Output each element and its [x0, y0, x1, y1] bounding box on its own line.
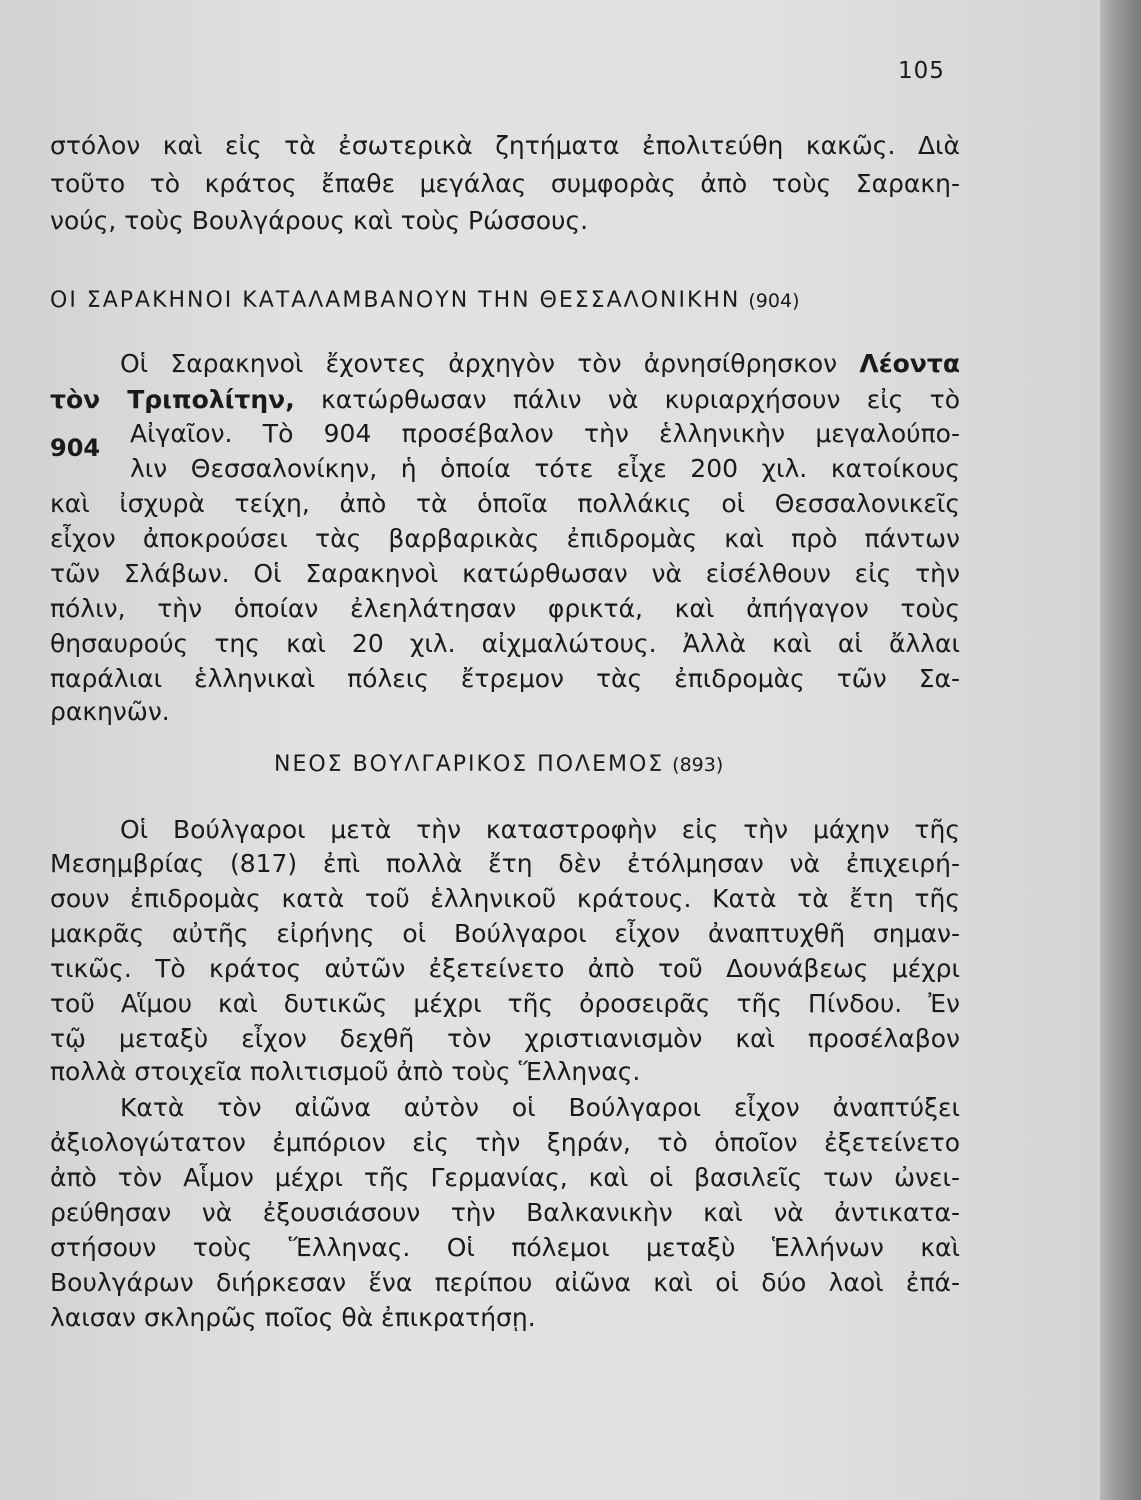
body-line: τικῶς. Τὸ κράτος αὐτῶν ἐξετείνετο ἀπὸ τοῦ Δουνάβεως μέχρι: [50, 954, 960, 983]
intro-line: στόλον καὶ εἰς τὰ ἐσωτερικὰ ζητήματα ἐπολιτεύθη κακῶς. Διὰ: [50, 131, 960, 160]
body-line: σουν ἐπιδρομὰς κατὰ τοῦ ἑλληνικοῦ κράτους. Κατὰ τὰ ἔτη τῆς: [50, 884, 960, 913]
section-heading-saracens: [50, 288, 799, 313]
body-line: [120, 346, 960, 382]
body-line: [50, 382, 960, 418]
body-line: μακρᾶς αὐτῆς εἰρήνης οἱ Βούλγαροι εἶχον ἀναπτυχθῆ σημαν-: [50, 919, 960, 948]
body-line: πολλὰ στοιχεῖα πολιτισμοῦ ἀπὸ τοὺς Ἕλληνας.: [50, 1057, 641, 1086]
body-line: Μεσημβρίας (817) ἐπὶ πολλὰ ἔτη δὲν ἐτόλμησαν νὰ ἐπιχειρή-: [50, 849, 960, 878]
body-line: Οἱ Βούλγαροι μετὰ τὴν καταστροφὴν εἰς τὴν μάχην τῆς: [120, 815, 960, 844]
body-line: εἶχον ἀποκρούσει τὰς βαρβαρικὰς ἐπιδρομὰς καὶ πρὸ πάντων: [50, 524, 960, 553]
body-line: λαισαν σκληρῶς ποῖος θὰ ἐπικρατήσῃ.: [50, 1303, 536, 1332]
body-line: καὶ ἰσχυρὰ τείχη, ἀπὸ τὰ ὁποῖα πολλάκις οἱ Θεσσαλονικεῖς: [50, 489, 960, 518]
line-text: Οἱ Σαρακηνοὶ ἔχοντες ἀρχηγὸν τὸν ἀρνησίθρησκον: [120, 349, 860, 378]
body-line: ἀπὸ τὸν Αἷμον μέχρι τῆς Γερμανίας, καὶ οἱ βασιλεῖς των ὠνει-: [50, 1163, 960, 1192]
line-text: κατώρθωσαν πάλιν νὰ κυριαρχήσουν εἰς τὸ: [294, 385, 960, 414]
body-line: τῶν Σλάβων. Οἱ Σαρακηνοὶ κατώρθωσαν νὰ εἰσέλθουν εἰς τὴν: [50, 559, 960, 588]
section-heading-bulgarian-war: [274, 752, 723, 777]
body-line: τοῦ Αἵμου καὶ δυτικῶς μέχρι τῆς ὀροσειρᾶς τῆς Πίνδου. Ἐν: [50, 989, 960, 1018]
heading-text: ΟΙ ΣΑΡΑΚΗΝΟΙ ΚΑΤΑΛΑΜΒΑΝΟΥΝ ΤΗΝ ΘΕΣΣΑΛΟΝΙΚΗΝ: [50, 288, 741, 313]
heading-year: (904): [748, 290, 800, 312]
body-line: στήσουν τοὺς Ἕλληνας. Οἱ πόλεμοι μεταξὺ Ἑλλήνων καὶ: [50, 1233, 960, 1262]
intro-line: τοῦτο τὸ κράτος ἔπαθε μεγάλας συμφορὰς ἀπὸ τοὺς Σαρακη-: [50, 169, 960, 198]
body-line: πόλιν, τὴν ὁποίαν ἐλεηλάτησαν φρικτά, καὶ ἀπήγαγον τοὺς: [50, 594, 960, 623]
body-line: παράλιαι ἑλληνικαὶ πόλεις ἔτρεμον τὰς ἐπιδρομὰς τῶν Σα-: [50, 664, 960, 693]
body-line: Βουλγάρων διήρκεσαν ἕνα περίπου αἰῶνα καὶ οἱ δύο λαοὶ ἐπά-: [50, 1268, 960, 1297]
margin-year-note: 904: [50, 434, 101, 462]
body-line: Αἰγαῖον. Τὸ 904 προσέβαλον τὴν ἑλληνικὴν μεγαλούπο-: [130, 419, 960, 448]
intro-line: νούς, τοὺς Βουλγάρους καὶ τοὺς Ρώσσους.: [50, 206, 589, 235]
bold-name: τὸν Τριπολίτην,: [50, 385, 295, 414]
bold-name: Λέοντα: [859, 349, 960, 378]
body-line: λιν Θεσσαλονίκην, ἡ ὁποία τότε εἶχε 200 χιλ. κατοίκους: [130, 454, 960, 483]
body-line: ρακηνῶν.: [50, 697, 170, 726]
body-line: τῷ μεταξὺ εἶχον δεχθῆ τὸν χριστιανισμὸν καὶ προσέλαβον: [50, 1024, 960, 1053]
body-line: Κατὰ τὸν αἰῶνα αὐτὸν οἱ Βούλγαροι εἶχον ἀναπτύξει: [120, 1093, 960, 1122]
body-line: θησαυρούς της καὶ 20 χιλ. αἰχμαλώτους. Ἀλλὰ καὶ αἱ ἄλλαι: [50, 629, 960, 658]
heading-year: (893): [672, 754, 724, 776]
page-number: 105: [898, 58, 945, 84]
body-line: ἀξιολογώτατον ἐμπόριον εἰς τὴν ξηράν, τὸ ὁποῖον ἐξετείνετο: [50, 1128, 960, 1157]
heading-text: ΝΕΟΣ ΒΟΥΛΓΑΡΙΚΟΣ ΠΟΛΕΜΟΣ: [274, 752, 665, 777]
body-line: ρεύθησαν νὰ ἐξουσιάσουν τὴν Βαλκανικὴν καὶ νὰ ἀντικατα-: [50, 1198, 960, 1227]
book-page-edge: [1100, 0, 1141, 1500]
